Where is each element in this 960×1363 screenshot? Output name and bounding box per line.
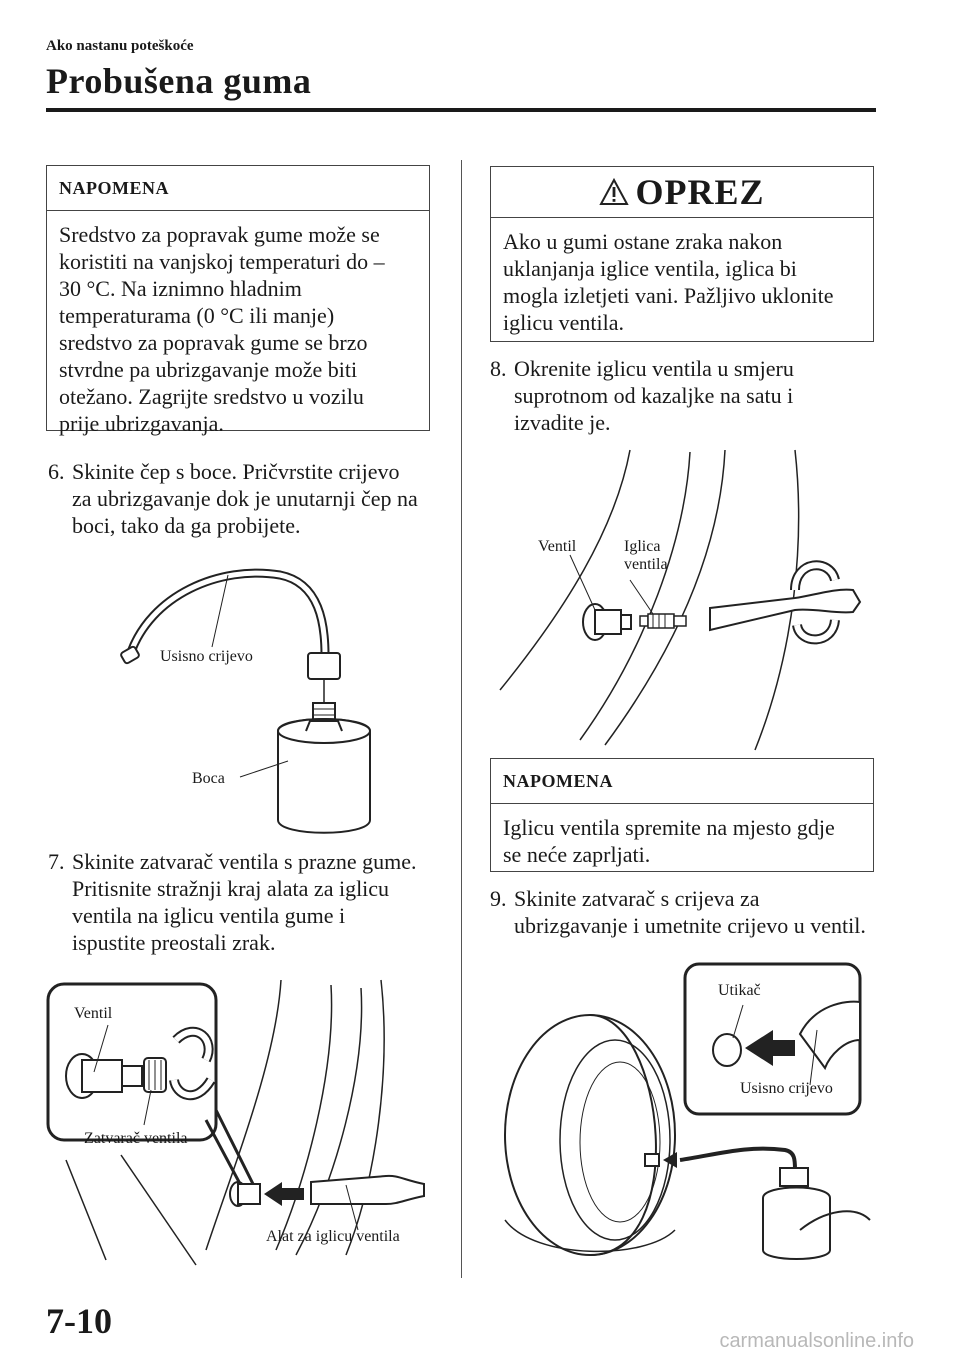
note-line: Iglicu ventila spremite na mjesto gdje xyxy=(503,815,835,840)
caution-line: Ako u gumi ostane zraka nakon xyxy=(503,229,783,254)
warning-triangle-icon xyxy=(599,178,629,206)
step-line: Skinite zatvarač s crijeva za xyxy=(514,886,760,911)
label-valve: Ventil xyxy=(538,538,577,555)
step-line: ubrizgavanje i umetnite crijevo u ventil. xyxy=(514,913,866,938)
figure-insert-hose xyxy=(495,960,875,1270)
caution-line: mogla izletjeti vani. Pažljivo uklonite xyxy=(503,283,834,308)
page-number: 7-10 xyxy=(46,1301,112,1341)
caution-line: iglicu ventila. xyxy=(503,310,624,335)
step-line: izvadite je. xyxy=(514,410,611,435)
label-plug: Utikač xyxy=(718,982,761,999)
note-box xyxy=(490,758,874,872)
step-number: 6. xyxy=(48,459,65,484)
section-breadcrumb: Ako nastanu poteškoće xyxy=(46,38,194,54)
step-line: ispustite preostali zrak. xyxy=(72,930,276,955)
step-line: Skinite čep s boce. Pričvrstite crijevo xyxy=(72,459,400,484)
note-heading: NAPOMENA xyxy=(491,759,873,804)
caution-heading xyxy=(491,167,873,218)
figure-valve-core xyxy=(495,450,875,750)
label-bottle: Boca xyxy=(192,770,225,787)
note-line: temperaturama (0 °C ili manje) xyxy=(59,303,335,328)
note-line: otežano. Zagrijte sredstvo u vozilu xyxy=(59,384,364,409)
figure-valve-tool xyxy=(46,980,436,1270)
caution-line: uklanjanja iglice ventila, iglica bi xyxy=(503,256,797,281)
label-valve-core-1: Iglica xyxy=(624,538,661,555)
step-line: boci, tako da ga probijete. xyxy=(72,513,301,538)
step-line: suprotnom od kazaljke na satu i xyxy=(514,383,794,408)
label-suction-hose: Usisno crijevo xyxy=(740,1080,833,1097)
step-line: za ubrizgavanje dok je unutarnji čep na xyxy=(72,486,418,511)
step-8 xyxy=(490,355,890,436)
caution-body xyxy=(491,218,873,336)
page-title: Probušena guma xyxy=(46,61,312,101)
caution-heading-text: OPREZ xyxy=(635,172,765,212)
note-line: prije ubrizgavanja. xyxy=(59,411,224,436)
step-line: ventila na iglicu ventila gume i xyxy=(72,903,346,928)
note-box xyxy=(46,165,430,436)
step-line: Pritisnite stražnji kraj alata za iglicu xyxy=(72,876,390,901)
step-7 xyxy=(48,848,448,956)
note-body xyxy=(47,211,429,437)
note-line: koristiti na vanjskoj temperaturi do – xyxy=(59,249,385,274)
step-number: 7. xyxy=(48,849,65,874)
step-line: Skinite zatvarač ventila s prazne gume. xyxy=(72,849,417,874)
note-line: sredstvo za popravak gume se brzo xyxy=(59,330,368,355)
note-line: Sredstvo za popravak gume može se xyxy=(59,222,380,247)
figure-hose-bottle xyxy=(110,565,370,840)
note-line: se neće zaprljati. xyxy=(503,842,651,867)
header-rule xyxy=(46,108,876,112)
step-number: 9. xyxy=(490,886,507,911)
label-valve-core-tool: Alat za iglicu ventila xyxy=(266,1228,400,1245)
column-divider xyxy=(461,160,462,1278)
note-body xyxy=(491,804,873,868)
step-line: Okrenite iglicu ventila u smjeru xyxy=(514,356,794,381)
step-9 xyxy=(490,885,890,939)
step-6 xyxy=(48,458,448,539)
caution-box xyxy=(490,166,874,342)
label-valve-cap: Zatvarač ventila xyxy=(84,1130,188,1147)
step-number: 8. xyxy=(490,356,507,381)
note-heading: NAPOMENA xyxy=(47,166,429,211)
label-valve-core-2: ventila xyxy=(624,556,668,573)
watermark: carmanualsonline.info xyxy=(719,1330,914,1352)
note-line: 30 °C. Na iznimno hladnim xyxy=(59,276,302,301)
label-suction-hose: Usisno crijevo xyxy=(160,648,253,665)
note-line: stvrdne pa ubrizgavanje može biti xyxy=(59,357,358,382)
label-valve: Ventil xyxy=(74,1005,113,1022)
